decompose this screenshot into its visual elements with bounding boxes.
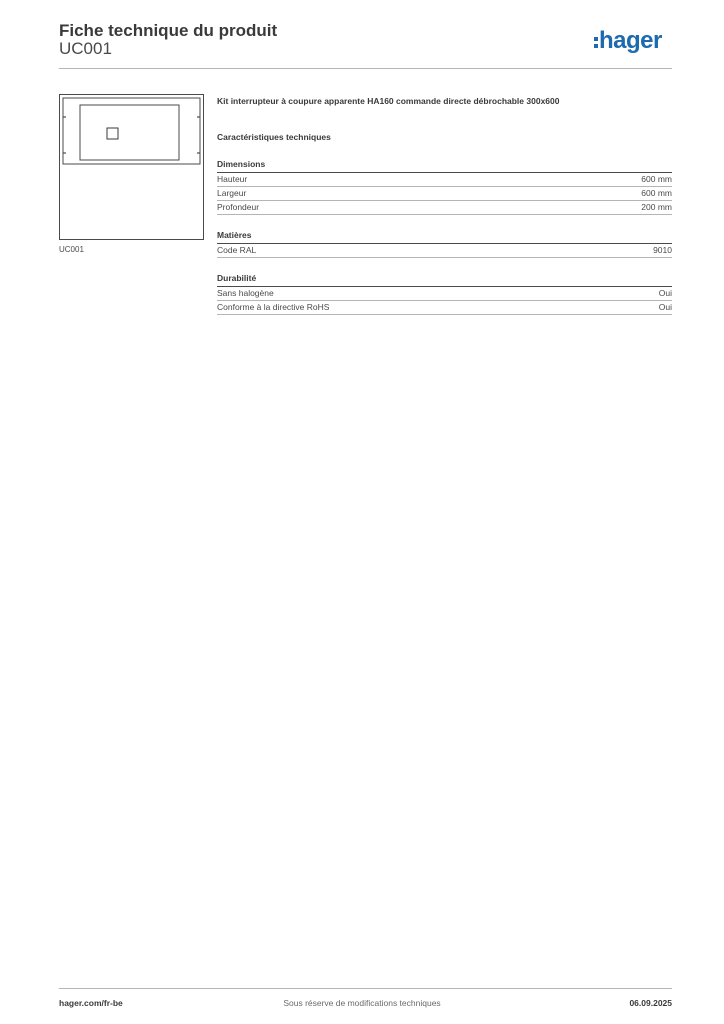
- spec-value: 9010: [653, 245, 672, 255]
- spec-value: 200 mm: [641, 202, 672, 212]
- spec-group-durability: [217, 272, 672, 315]
- spec-group-title: Matières: [217, 229, 672, 244]
- spec-label: Profondeur: [217, 202, 260, 212]
- spec-row: [217, 187, 672, 201]
- product-content: [217, 95, 672, 315]
- spec-group-title: Durabilité: [217, 272, 672, 287]
- footer-notice: Sous réserve de modifications techniques: [283, 998, 441, 1008]
- product-drawing-icon: [59, 94, 204, 240]
- product-reference: UC001: [59, 39, 112, 58]
- spec-group-title: Dimensions: [217, 158, 672, 173]
- hager-logo: [594, 27, 662, 55]
- spec-value: Oui: [658, 302, 672, 312]
- spec-row: [217, 173, 672, 187]
- spec-label: Code RAL: [217, 245, 257, 255]
- footer-divider: [59, 988, 672, 989]
- image-caption: UC001: [59, 245, 84, 254]
- logo-text: hager: [599, 27, 662, 54]
- logo-dots-icon: [594, 37, 598, 48]
- specs-section-title: Caractéristiques techniques: [217, 132, 331, 142]
- spec-group-dimensions: [217, 158, 672, 215]
- spec-row: [217, 244, 672, 258]
- spec-value: Oui: [658, 288, 672, 298]
- spec-row: [217, 301, 672, 315]
- spec-row: [217, 287, 672, 301]
- header-divider: [59, 68, 672, 69]
- spec-label: Conforme à la directive RoHS: [217, 302, 330, 312]
- footer-website-link[interactable]: hager.com/fr-be: [59, 998, 123, 1008]
- spec-value: 600 mm: [641, 188, 672, 198]
- spec-label: Sans halogène: [217, 288, 274, 298]
- spec-row: [217, 201, 672, 215]
- spec-group-materials: [217, 229, 672, 258]
- product-description: Kit interrupteur à coupure apparente HA160 commande directe débrochable 300x600: [217, 96, 560, 106]
- footer-date: 06.09.2025: [629, 998, 672, 1008]
- spec-value: 600 mm: [641, 174, 672, 184]
- page-title: Fiche technique du produit: [59, 21, 278, 40]
- spec-label: Largeur: [217, 188, 247, 198]
- spec-label: Hauteur: [217, 174, 248, 184]
